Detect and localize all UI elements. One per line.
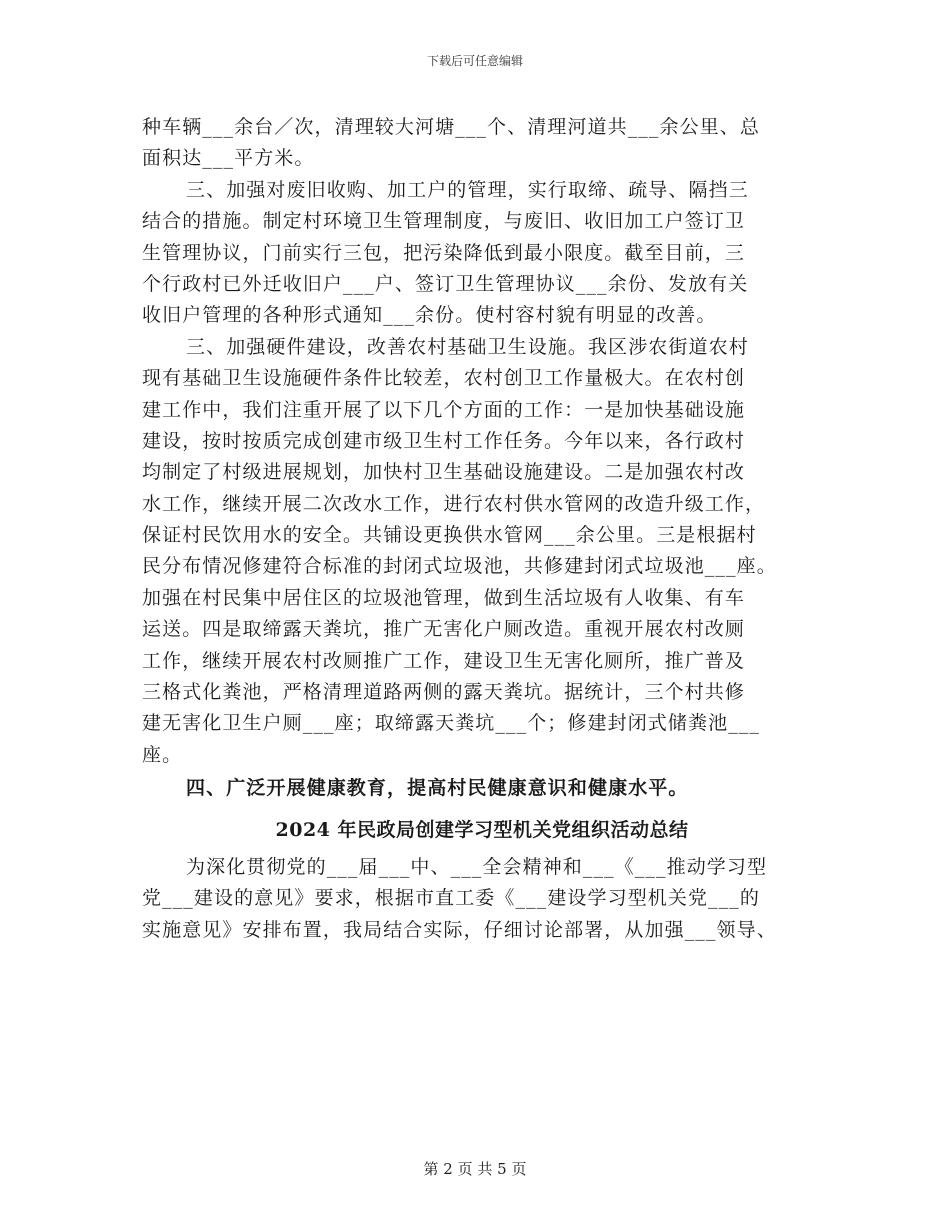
document-body xyxy=(142,112,822,946)
paragraph-start-line: 三、加强硬件建设，改善农村基础卫生设施。我区涉农街道农村 xyxy=(186,335,749,358)
text-line: 建设，按时按质完成创建市级卫生村工作任务。今年以来，各行政村 xyxy=(142,429,746,452)
text-line: 均制定了村级进展规划，加快村卫生基础设施建设。二是加强农村改 xyxy=(142,461,746,484)
text-line: 水工作，继续开展二次改水工作，进行农村供水管网的改造升级工作， xyxy=(142,492,766,515)
text-line: 座。 xyxy=(142,743,183,766)
section-heading: 四、广泛开展健康教育，提高村民健康意识和健康水平。 xyxy=(186,777,689,800)
text-line: 民分布情况修建符合标准的封闭式垃圾池，共修建封闭式垃圾池___座。 xyxy=(142,555,777,578)
text-line: 结合的措施。制定村环境卫生管理制度，与废旧、收旧加工户签订卫 xyxy=(142,210,746,233)
text-line: 个行政村已外迁收旧户___户、签订卫生管理协议___余份、发放有关 xyxy=(142,272,749,295)
text-line: 党___建设的意见》要求，根据市直工委《___建设学习型机关党___的 xyxy=(142,887,761,910)
page-footer: 第 2 页 共 5 页 xyxy=(423,1160,527,1178)
document-title: 2024 年民政局创建学习型机关党组织活动总结 xyxy=(275,818,689,841)
text-line: 收旧户管理的各种形式通知___余份。使村容村貌有明显的改善。 xyxy=(142,304,717,327)
page-header: 下载后可任意编辑 xyxy=(426,54,523,68)
text-line: 实施意见》安排布置，我局结合实际，仔细讨论部署，从加强___领导、 xyxy=(142,918,777,941)
text-line: 保证村民饮用水的安全。共铺设更换供水管网___余公里。三是根据村 xyxy=(142,524,757,547)
text-line: 面积达___平方米。 xyxy=(142,147,315,170)
text-line: 现有基础卫生设施硬件条件比较差，农村创卫工作量极大。在农村创 xyxy=(142,367,746,390)
text-line: 建工作中，我们注重开展了以下几个方面的工作：一是加快基础设施 xyxy=(142,398,746,421)
text-line: 三格式化粪池，严格清理道路两侧的露天粪坑。据统计，三个村共修 xyxy=(142,681,746,704)
paragraph-start-line: 三、加强对废旧收购、加工户的管理，实行取缔、疏导、隔挡三 xyxy=(186,178,749,201)
text-line: 种车辆___余台／次，清理较大河塘___个、清理河道共___余公里、总 xyxy=(142,116,761,138)
paragraph-start-line: 为深化贯彻党的___届___中、___全会精神和___《___推动学习型 xyxy=(186,855,768,878)
text-line: 生管理协议，门前实行三包，把污染降低到最小限度。截至目前，三 xyxy=(142,241,746,264)
text-line: 工作，继续开展农村改厕推广工作，建设卫生无害化厕所，推广普及 xyxy=(142,649,746,672)
text-line: 建无害化卫生户厕___座；取缔露天粪坑___个；修建封闭式储粪池___ xyxy=(142,712,761,735)
text-line: 加强在村民集中居住区的垃圾池管理，做到生活垃圾有人收集、有车 xyxy=(142,586,746,609)
text-line: 运送。四是取缔露天粪坑，推广无害化户厕改造。重视开展农村改厕 xyxy=(142,618,746,641)
